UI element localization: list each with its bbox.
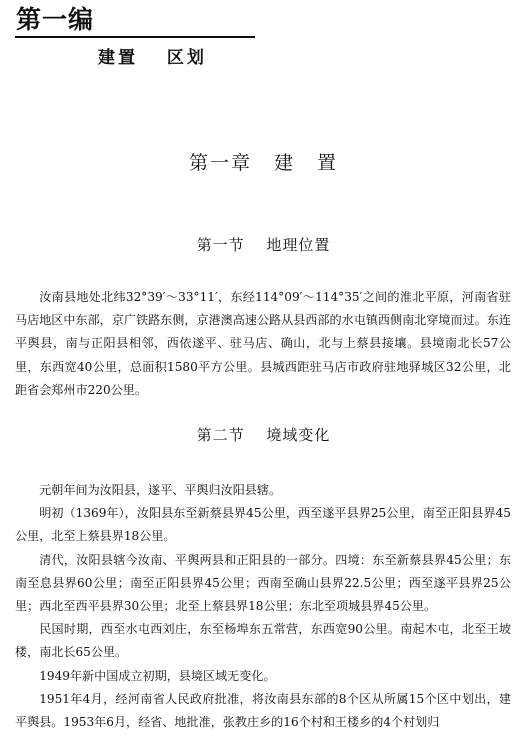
section-title-geography: 第一节 地理位置: [196, 236, 331, 254]
paragraph: 明初（1369年），汝阳县东至新蔡县界45公里，西至遂平县界25公里，南至正阳县界45公里，北至上蔡县界18公里。: [15, 506, 511, 544]
section-body-geography: [15, 286, 511, 402]
paragraph: 元朝年间为汝阳县，遂平、平舆归汝阳县辖。: [39, 483, 282, 497]
chapter-title: 第一章 建 置: [188, 152, 339, 174]
part-title-rule: [15, 36, 255, 38]
paragraph: 1949年新中国成立初期，县境区域无变化。: [39, 668, 276, 683]
paragraph: 清代，汝阳县辖今汝南、平舆两县和正阳县的一部分。四境：东至新蔡县界45公里；东南至息县界60公里；南至正阳县界45公里；西南至确山县界22.5公里；西至遂平县界25公里；西北至西平县界30公里；北至上蔡县界18公里；东北至项城县界45公里。: [15, 552, 511, 614]
paragraph: 汝南县地处北纬32°39′～33°11′，东经114°09′～114°35′之间的淮北平原，河南省驻马店地区中东部，京广铁路东侧，京港澳高速公路从县西部的水屯镇西侧南北穿境而过。东连平舆县，南与正阳县相邻，西依遂平、驻马店、确山，北与上蔡县接壤。县境南北长57公里，东西宽40公里，总面积1580平方公里。县城西距驻马店市政府驻地驿城区32公里，北距省会郑州市220公里。: [15, 290, 511, 397]
part-title: 第一编: [16, 5, 95, 34]
section-title-boundary-changes: 第二节 境域变化: [196, 426, 331, 444]
paragraph: 民国时期，西至水屯西刘庄，东至杨埠东五常营，东西宽90公里。南起木屯，北至王坡楼，南北长65公里。: [15, 622, 511, 660]
paragraph: 1951年4月，经河南省人民政府批准，将汝南县东部的8个区从所属15个区中划出，建平舆县。1953年6月，经省、地批准，张教庄乡的16个村和王楼乡的4个村划归: [15, 691, 511, 730]
part-subtitle: 建置 区划: [98, 48, 207, 68]
section-body-boundary-changes: [15, 479, 511, 734]
